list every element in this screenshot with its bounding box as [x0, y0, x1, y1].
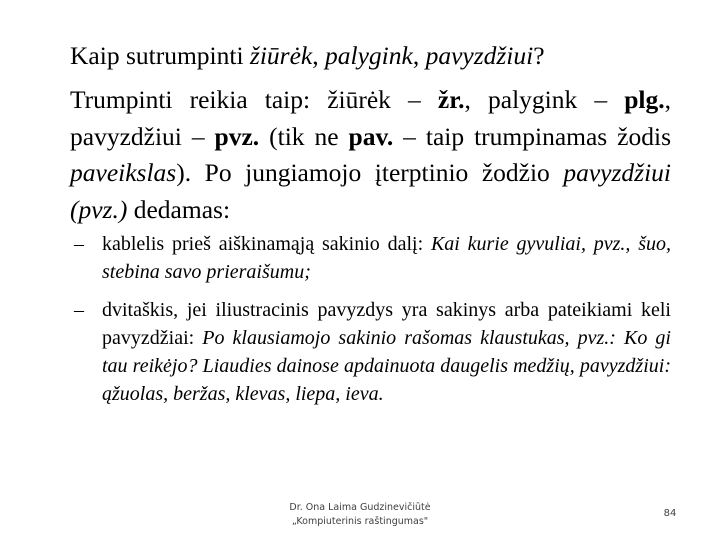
- abbreviation-zr: žr.: [437, 85, 465, 114]
- intro-text: – taip trumpinamas žodis: [393, 121, 671, 151]
- bullet-item-comma: [74, 230, 671, 286]
- bullet-example: Po klausiamojo sakinio rašomas klaustukas, pvz.: Ko gi tau reikėjo? Liaudies dainose apdainuota daugelis medžių, pavyzdžiui: ąžuolas, beržas, klevas, liepa, ieva.: [102, 327, 671, 405]
- title-suffix: ?: [533, 41, 545, 70]
- bullet-example: Kai kurie gyvuliai, pvz., šuo, stebina savo prieraišumu;: [102, 233, 672, 283]
- intro-italic-paveikslas: paveikslas: [70, 158, 177, 187]
- footer-author: [255, 501, 465, 529]
- abbreviation-pav: pav.: [348, 121, 394, 151]
- intro-italic-pavyzdziui: pavyzdžiui (pvz.): [70, 158, 671, 224]
- title-word-palygink: palygink: [325, 41, 413, 70]
- title-separator: ,: [412, 41, 426, 70]
- intro-text: , pavyzdžiui –: [70, 85, 672, 151]
- intro-text: dedamas:: [127, 194, 231, 224]
- intro-text: , palygink –: [464, 85, 625, 114]
- bullet-list: [74, 230, 671, 418]
- abbreviation-plg: plg.: [624, 85, 665, 114]
- page-number: 84: [663, 508, 677, 519]
- intro-paragraph: [70, 82, 671, 228]
- bullet-dash: –: [74, 233, 84, 255]
- slide-title: [70, 38, 690, 74]
- title-separator: ,: [312, 41, 325, 70]
- bullet-text: kablelis prieš aiškinamąją sakinio dalį:: [102, 233, 431, 255]
- abbreviation-pvz: pvz.: [214, 121, 260, 151]
- bullet-dash: –: [74, 299, 84, 321]
- intro-text: (tik ne: [259, 121, 349, 151]
- footer-course-name: „Kompiuterinis raštingumas": [291, 516, 429, 527]
- intro-text: Trumpinti reikia taip: žiūrėk –: [70, 85, 438, 114]
- bullet-text: dvitaškis, jei iliustracinis pavyzdys yra sakinys arba pateikiami keli pavyzdžiai:: [102, 299, 671, 349]
- bullet-item-colon: [74, 296, 671, 408]
- title-word-ziurek: žiūrėk: [249, 41, 313, 70]
- intro-text: ). Po jungiamojo įterptinio žodžio: [176, 158, 564, 187]
- title-word-pavyzdziui: pavyzdžiui: [425, 41, 534, 70]
- footer-author-name: Dr. Ona Laima Gudzinevičiūtė: [289, 502, 431, 513]
- title-prefix: Kaip sutrumpinti: [70, 41, 250, 70]
